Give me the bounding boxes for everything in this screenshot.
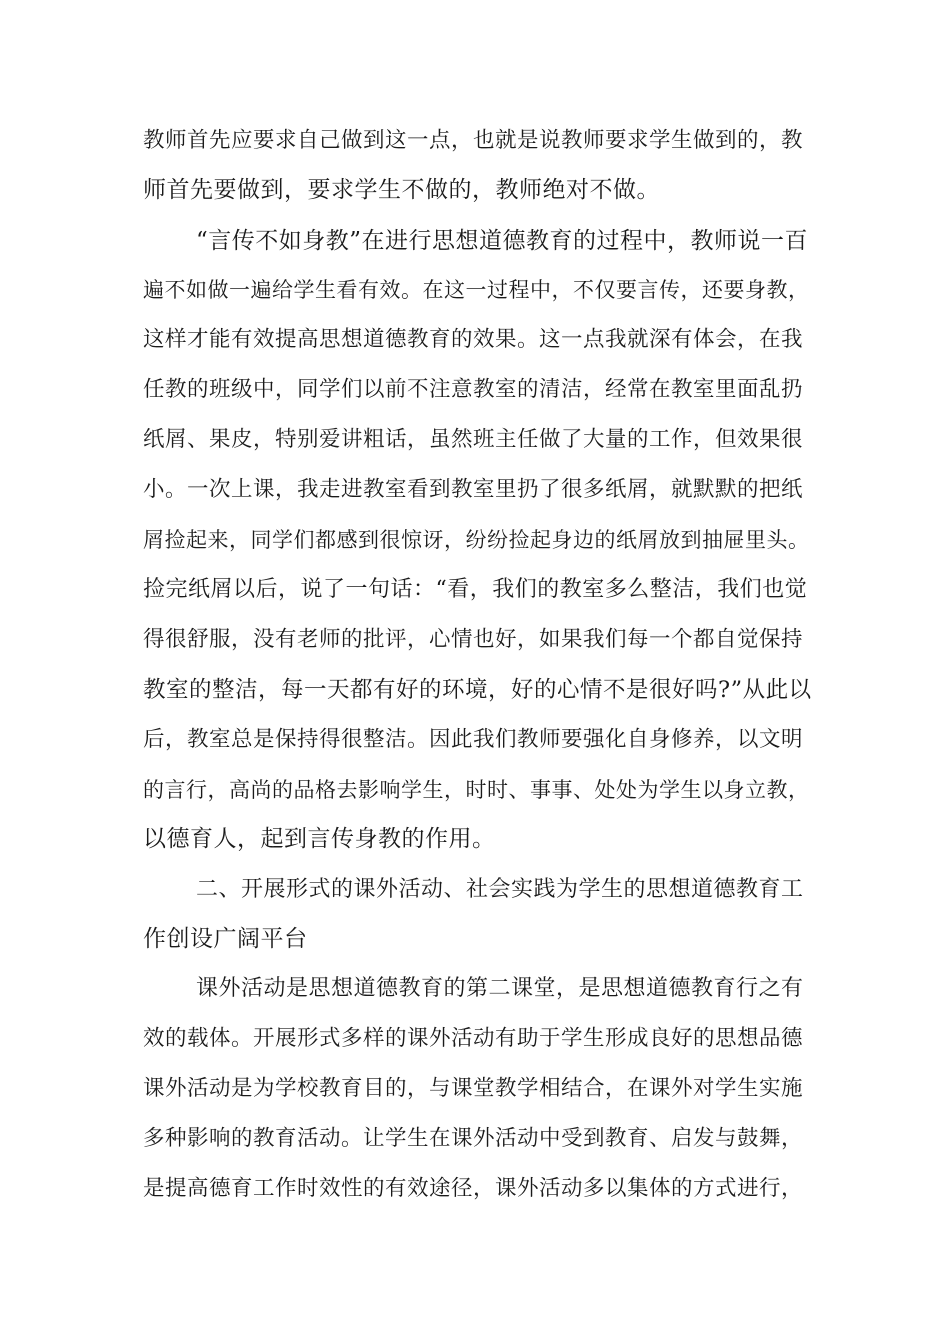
paragraph-start-line: “言传不如身教”在进行思想道德教育的过程中，教师说一百 [196,228,809,254]
section-heading-line: 作创设广阔平台 [143,926,308,952]
text-line: 教师首先应要求自己做到这一点，也就是说教师要求学生做到的，教 [143,128,804,153]
text-line: 以德育人，起到言传身教的作用。 [143,826,496,852]
text-line: 得很舒服，没有老师的批评，心情也好，如果我们每一个都自觉保持 [143,627,804,652]
text-line: 遍不如做一遍给学生看有效。在这一过程中，不仅要言传，还要身教， [143,278,810,302]
text-line: 教室的整洁，每一天都有好的环境，好的心情不是很好吗?”从此以 [143,677,812,703]
text-line: 是提高德育工作时效性的有效途径，课外活动多以集体的方式进行， [143,1176,804,1201]
text-line: 课外活动是为学校教育目的，与课堂教学相结合，在课外对学生实施 [143,1076,804,1101]
text-line: 屑捡起来，同学们都感到很惊讶，纷纷捡起身边的纸屑放到抽屉里头。 [143,528,810,552]
text-line: 小。一次上课，我走进教室看到教室里扔了很多纸屑，就默默的把纸 [143,477,804,502]
text-line: 后，教室总是保持得很整洁。因此我们教师要强化自身修养，以文明 [143,727,804,752]
text-line: 纸屑、果皮，特别爱讲粗话，虽然班主任做了大量的工作，但效果很 [143,427,804,452]
text-line: 捡完纸屑以后，说了一句话：“看，我们的教室多么整洁，我们也觉 [143,577,808,602]
text-line: 师首先要做到，要求学生不做的，教师绝对不做。 [143,177,660,203]
text-line: 的言行，高尚的品格去影响学生，时时、事事、处处为学生以身立教， [143,778,810,802]
text-line: 效的载体。开展形式多样的课外活动有助于学生形成良好的思想品德 [143,1026,804,1051]
paragraph-start-line: 课外活动是思想道德教育的第二课堂，是思想道德教育行之有 [196,976,804,1001]
section-heading-line: 二、开展形式的课外活动、社会实践为学生的思想道德教育工 [196,877,804,902]
text-line: 多种影响的教育活动。让学生在课外活动中受到教育、启发与鼓舞， [143,1126,804,1151]
text-line: 任教的班级中，同学们以前不注意教室的清洁，经常在教室里面乱扔 [143,377,804,402]
text-line: 这样才能有效提高思想道德教育的效果。这一点我就深有体会，在我 [143,327,804,352]
